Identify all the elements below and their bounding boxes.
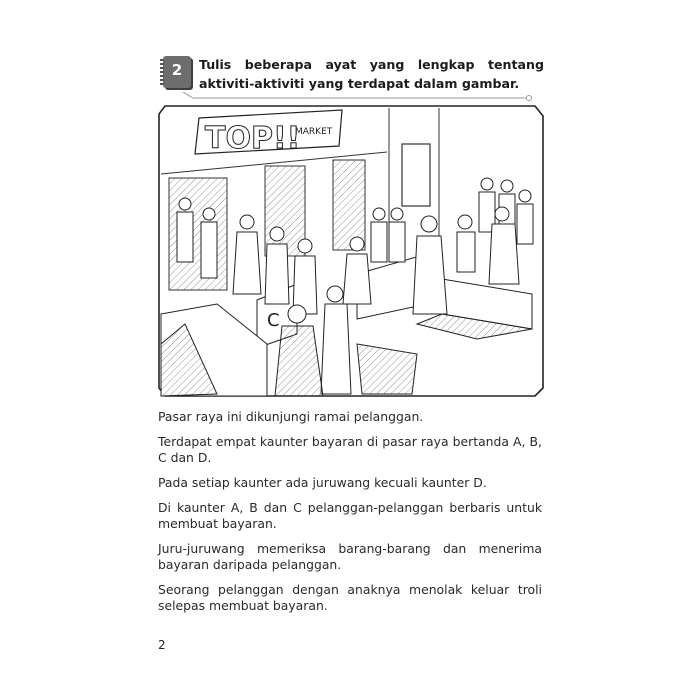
counter-label: C	[267, 310, 280, 331]
answer-list	[158, 409, 542, 623]
question-text: Tulis beberapa ayat yang lengkap tentang aktiviti-aktiviti yang terdapat dalam gambar.	[199, 57, 544, 91]
page-number: 2	[158, 638, 166, 652]
answer-4: Di kaunter A, B dan C pelanggan-pelanggan berbaris untuk membuat bayaran.	[158, 500, 542, 531]
question-underline	[183, 92, 533, 102]
answer-1: Pasar raya ini dikunjungi ramai pelanggan.	[158, 409, 424, 424]
sign-text-big: TOP!!	[205, 121, 301, 156]
answer-3: Pada setiap kaunter ada juruwang kecuali kaunter D.	[158, 475, 487, 490]
supermarket-illustration	[157, 104, 545, 398]
question-number-badge	[163, 56, 191, 88]
sign-text-small: MARKET	[295, 127, 333, 137]
answer-2: Terdapat empat kaunter bayaran di pasar raya bertanda A, B, C dan D.	[158, 434, 542, 465]
answer-6: Seorang pelanggan dengan anaknya menolak keluar troli selepas membuat bayaran.	[158, 582, 542, 613]
answer-5: Juru-juruwang memeriksa barang-barang dan menerima bayaran daripada pelanggan.	[158, 541, 542, 572]
question-number: 2	[171, 61, 183, 79]
